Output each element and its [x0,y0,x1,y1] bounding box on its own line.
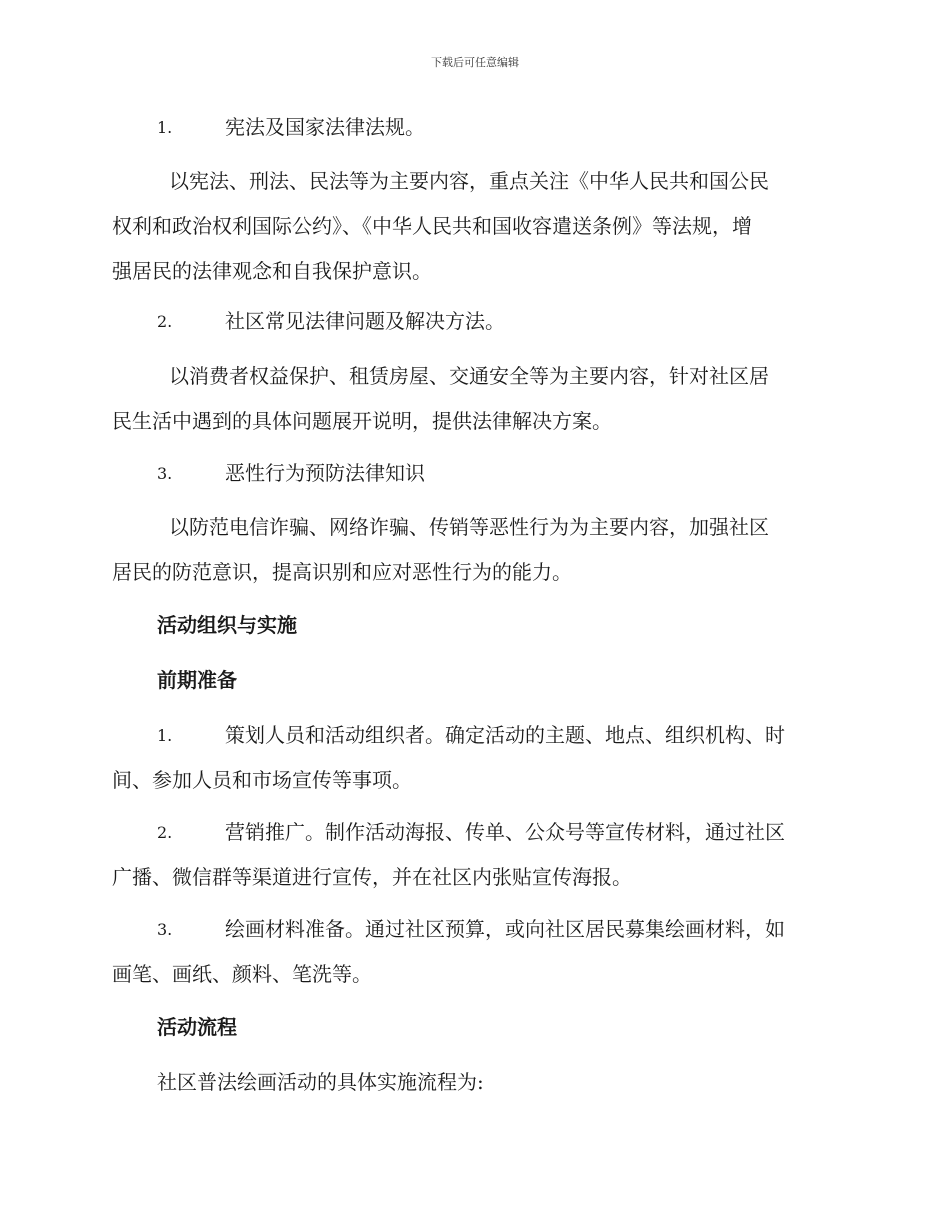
list-number: 3. [157,464,173,483]
paragraph-line: 以防范电信诈骗、网络诈骗、传销等恶性行为为主要内容，加强社区 [169,515,769,539]
law-topic-3-description [112,505,832,595]
law-topic-3 [112,451,832,496]
paragraph-line: 画笔、画纸、颜料、笔洗等。 [112,962,372,986]
section-heading-preparation: 前期准备 [157,668,237,692]
flow-intro-text: 社区普法绘画活动的具体实施流程为: [157,1070,484,1094]
paragraph-line: 权利和政治权利国际公约》、《中华人民共和国收容遣送条例》等法规，增 [112,214,752,238]
law-topic-1-description [112,159,832,294]
paragraph-line: 营销推广。制作活动海报、传单、公众号等宣传材料，通过社区 [225,820,785,844]
law-topic-2 [112,299,832,344]
paragraph-line: 居民的防范意识，提高识别和应对恶性行为的能力。 [112,560,572,584]
list-number: 2. [157,823,173,842]
prep-item-3 [112,907,832,997]
law-topic-2-description [112,354,832,444]
section-heading-organization: 活动组织与实施 [157,613,297,637]
paragraph-line: 强居民的法律观念和自我保护意识。 [112,259,432,283]
paragraph-line: 广播、微信群等渠道进行宣传，并在社区内张贴宣传海报。 [112,865,632,889]
list-number: 3. [157,920,173,939]
paragraph-line: 以消费者权益保护、租赁房屋、交通安全等为主要内容，针对社区居 [169,364,769,388]
paragraph-line: 策划人员和活动组织者。确定活动的主题、地点、组织机构、时 [225,723,785,747]
law-topic-title: 宪法及国家法律法规。 [225,115,425,139]
paragraph-line: 间、参加人员和市场宣传等事项。 [112,768,412,792]
list-number: 1. [157,118,173,137]
law-topic-1 [112,105,832,150]
paragraph-line: 以宪法、刑法、民法等为主要内容，重点关注《中华人民共和国公民 [169,169,769,193]
page-header-note: 下载后可任意编辑 [431,56,519,69]
prep-item-2 [112,810,832,900]
paragraph-line: 民生活中遇到的具体问题展开说明，提供法律解决方案。 [112,409,612,433]
list-number: 2. [157,312,173,331]
paragraph-line: 绘画材料准备。通过社区预算，或向社区居民募集绘画材料，如 [225,917,785,941]
law-topic-title: 恶性行为预防法律知识 [225,461,425,485]
law-topic-title: 社区常见法律问题及解决方法。 [225,309,505,333]
list-number: 1. [157,726,173,745]
prep-item-1 [112,713,832,803]
section-heading-flow: 活动流程 [157,1015,237,1039]
